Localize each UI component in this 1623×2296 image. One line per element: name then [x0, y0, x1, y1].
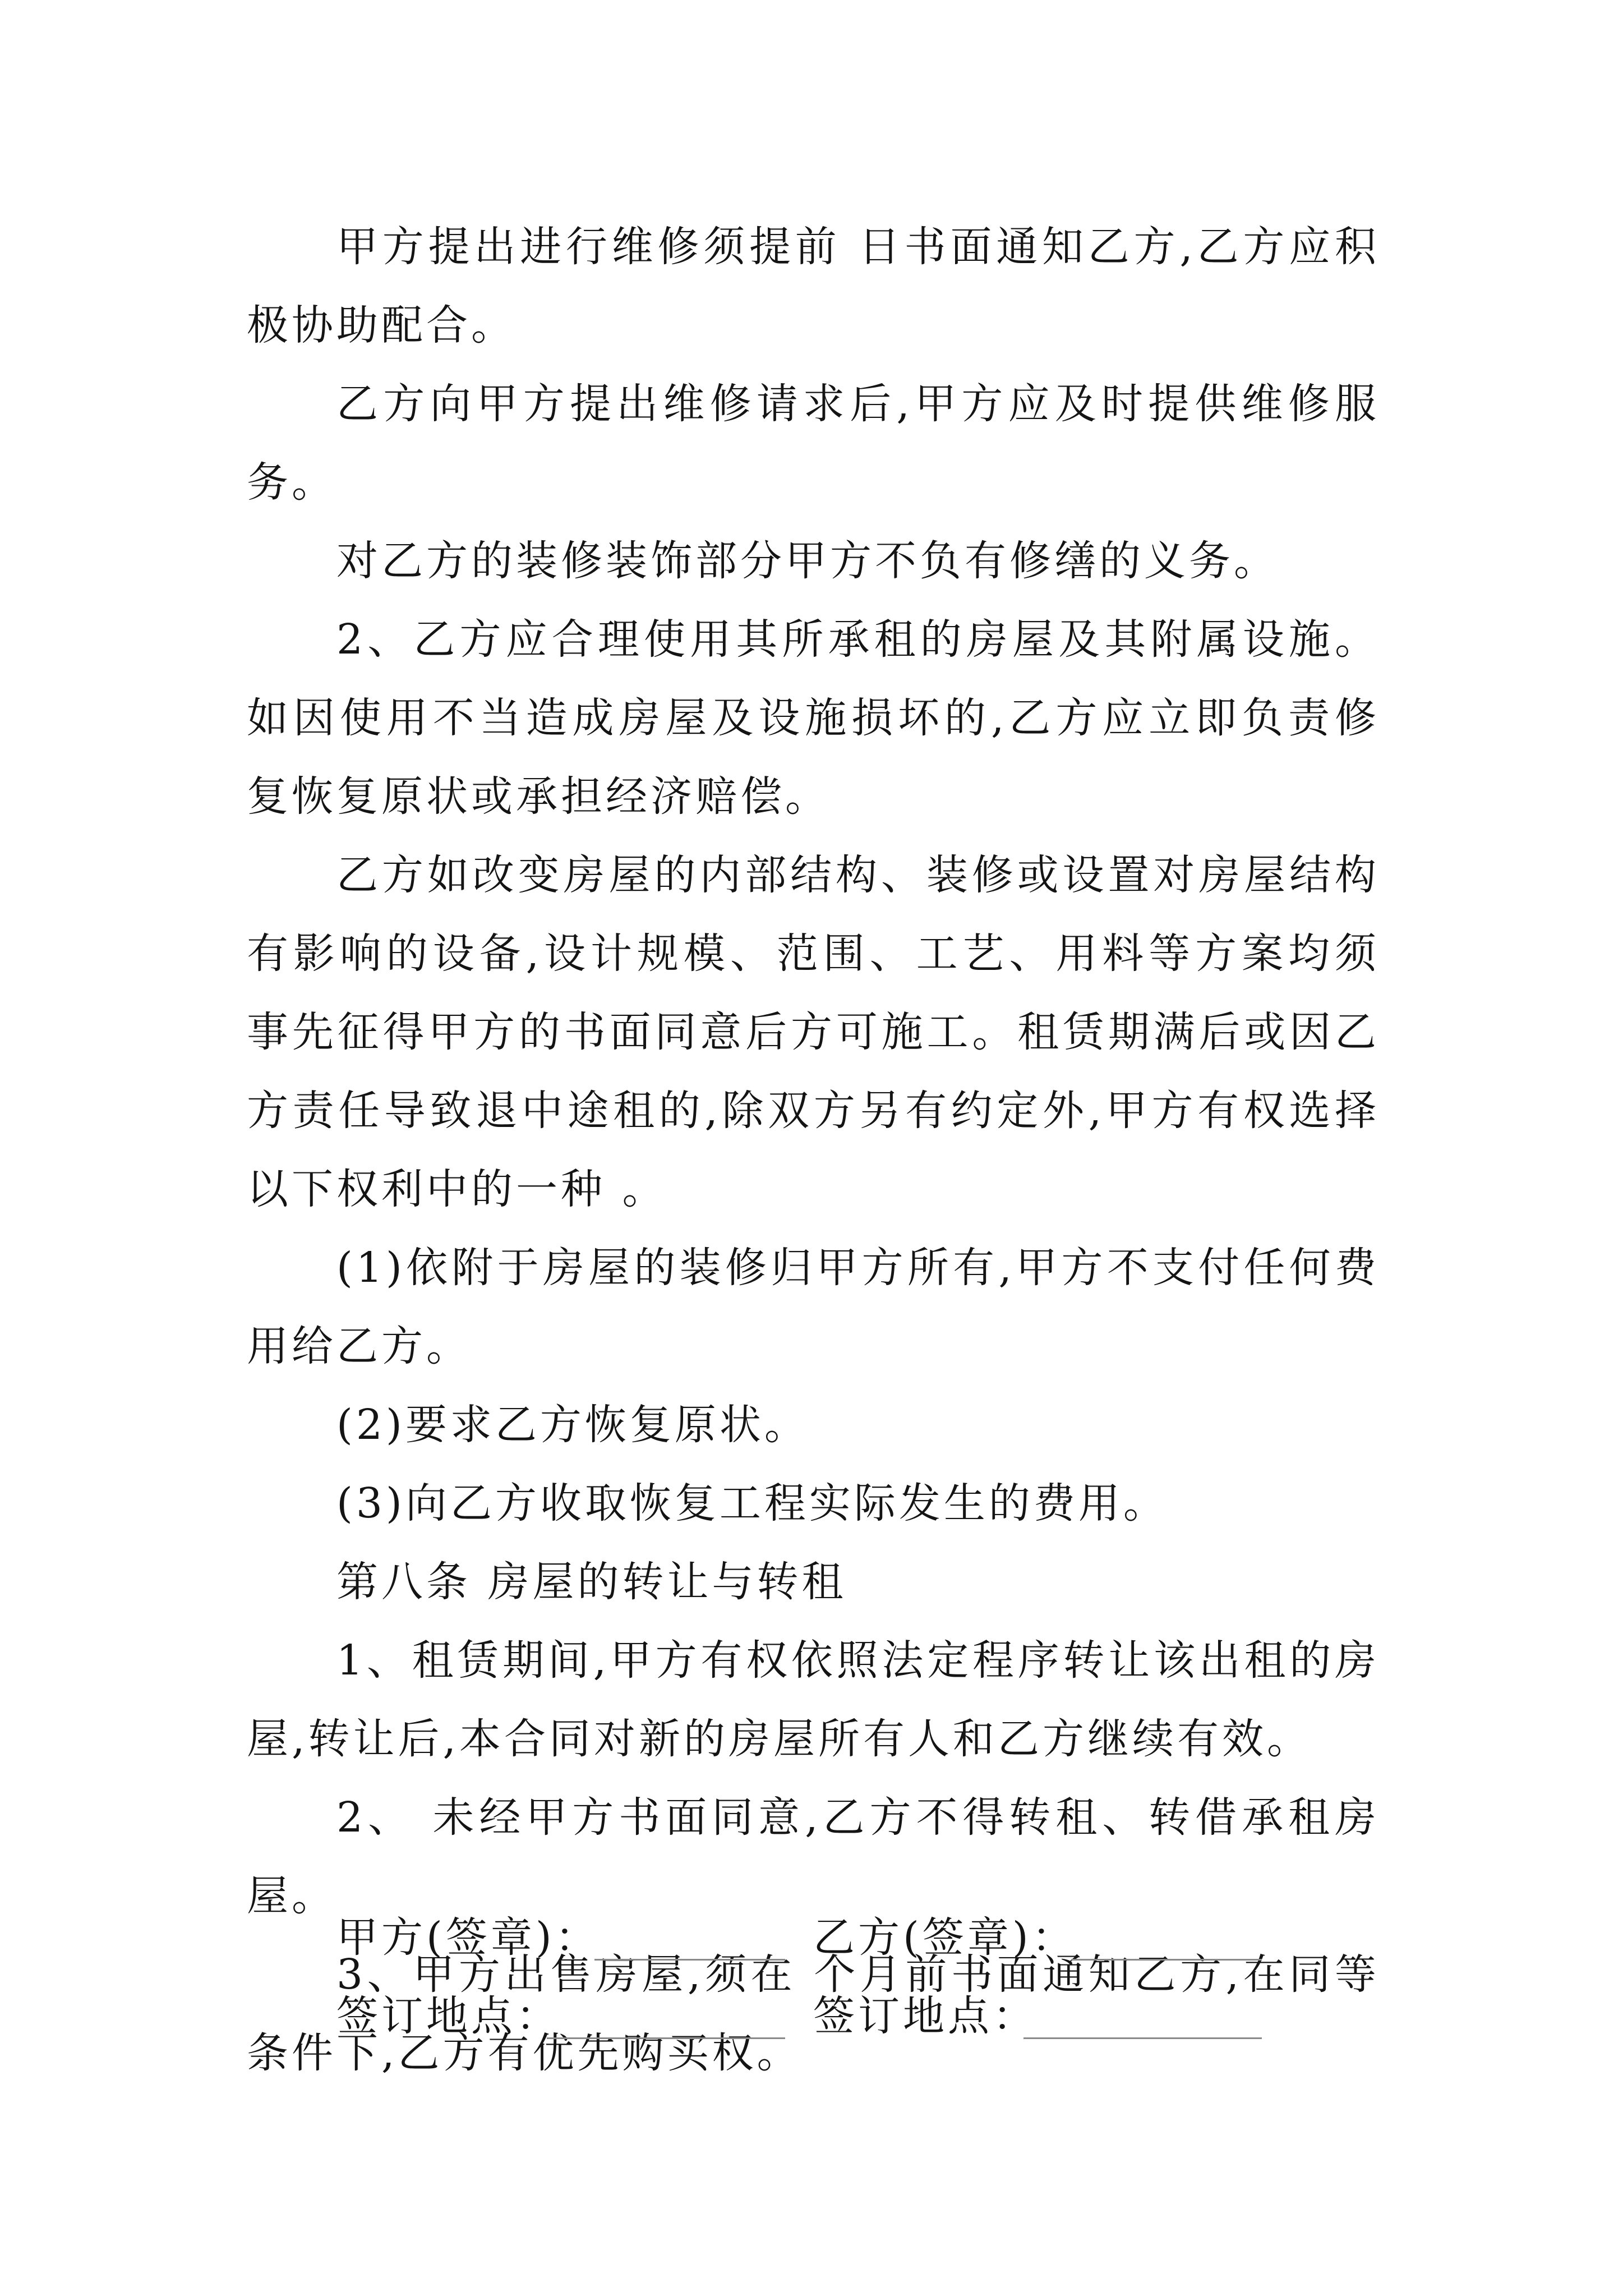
party-a-signature-line — [594, 1959, 785, 1961]
paragraph-structure-change: 乙方如改变房屋的内部结构、装修或设置对房屋结构有影响的设备,设计规模、范围、工艺、用料等方案均须事先征得甲方的书面同意后方可施工。租赁期满后或因乙方责任导致退中途租的,除双方另有约定外,甲方有权选择以下权利中的一种 。 — [247, 851, 1380, 1213]
paragraph-option-2: (2)要求乙方恢复原状。 — [336, 1401, 809, 1449]
party-b-signature-line — [1071, 1959, 1262, 1961]
signing-place-row — [336, 1977, 1346, 2055]
paragraph-option-1: (1)依附于房屋的装修归甲方所有,甲方不支付任何费用给乙方。 — [247, 1244, 1380, 1370]
party-b-place-line — [1023, 2037, 1262, 2039]
paragraph-maintenance-request: 乙方向甲方提出维修请求后,甲方应及时提供维修服务。 — [247, 380, 1380, 507]
contract-body — [247, 208, 1380, 2092]
party-b-place-label: 签订地点： — [813, 1992, 1038, 2040]
paragraph-maintenance-notice: 甲方提出进行维修须提前 日书面通知乙方,乙方应积极协助配合。 — [247, 223, 1380, 349]
signature-row — [336, 1898, 1346, 1977]
paragraph-reasonable-use: 2、乙方应合理使用其所承租的房屋及其附属设施。如因使用不当造成房屋及设施损坏的,乙方应立即负责修复恢复原状或承担经济赔偿。 — [247, 615, 1380, 821]
paragraph-sale-notice: 3、甲方出售房屋,须在 个月前书面通知乙方,在同等条件下,乙方有优先购买权。 — [247, 1950, 1380, 2077]
paragraph-decoration-duty: 对乙方的装修装饰部分甲方不负有修缮的义务。 — [336, 537, 1279, 585]
section-heading-article-8: 第八条 房屋的转让与转租 — [336, 1558, 847, 1606]
party-a-place-label: 签订地点： — [336, 1992, 561, 2040]
party-a-signature-label: 甲方(签章)： — [336, 1913, 600, 1962]
paragraph-sublease: 2、 未经甲方书面同意,乙方不得转租、转借承租房屋。 — [247, 1793, 1380, 1920]
party-a-place-line — [547, 2037, 785, 2039]
party-b-signature-label: 乙方(签章)： — [813, 1913, 1077, 1962]
paragraph-option-3: (3)向乙方收取恢复工程实际发生的费用。 — [336, 1479, 1168, 1527]
paragraph-transfer: 1、租赁期间,甲方有权依照法定程序转让该出租的房屋,转让后,本合同对新的房屋所有人和乙方继续有效。 — [247, 1636, 1380, 1763]
